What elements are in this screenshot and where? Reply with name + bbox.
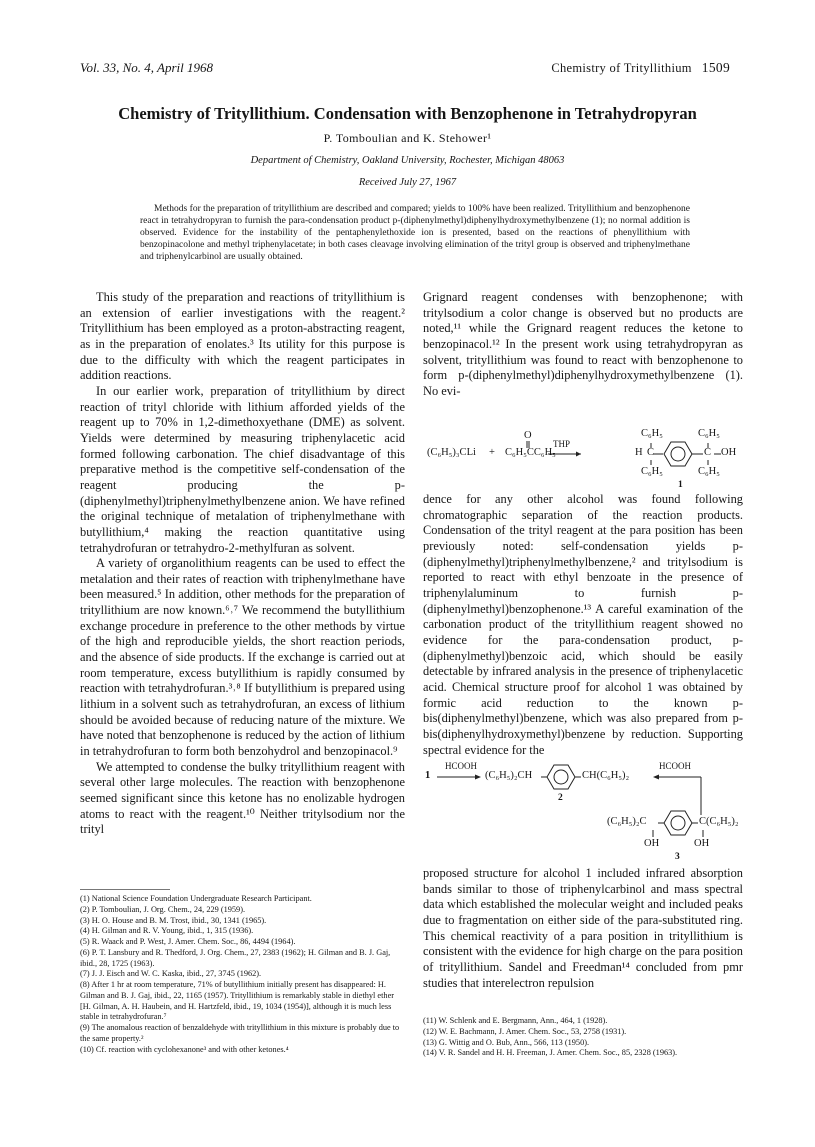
paragraph: A variety of organolithium reagents can be used to effect the metalation and their rates of reaction with triphenylmethane have been measured.⁵ In addition, other methods for the preparation of trityllithium are now known.⁶˒⁷ We recommend the butyllithium exchange procedure in preference to the other methods by virtue of the high and reproducible yields, the short reaction periods, and the absence of side products. If the exchange is carried out at room temperature, excess butyllithium is rapidly consumed by reaction with tetrahydrofuran.³˒⁸ If butyllithium is prepared using lithium in a solvent such as tetrahydrofuran, an excess of lithium should be avoided because of reducing nature of the mixture. We have noted that benzophenone is reduced by the action of lithium in tetrahydrofuran to form both benzohydrol and benzopinacol.⁹	[80, 556, 405, 759]
footnote: (9) The anomalous reaction of benzaldehyde with trityllithium in this mixture is probably due to the same property.²	[80, 1023, 400, 1043]
page-number: 1509	[701, 60, 730, 75]
footnote: (1) National Science Foundation Undergraduate Research Participant.	[80, 894, 312, 903]
phenyl-top-right: C₆H₅	[698, 428, 720, 439]
abstract	[140, 204, 690, 264]
compound-number-2: 2	[558, 793, 563, 803]
scheme-1	[423, 412, 753, 492]
abstract-text: Methods for the preparation of trityllithium are described and compared; yields to 100% have been realized. Trityllithium and benzophenone react in tetrahydropyran to furnish the para-condensation product p-(diphenylmethyl)diphenylhydroxymethylbenzene (1); no normal addition is observed. Evidence for the instability of the pentaphenylethoxide ion is presented, based on the reactions of phenyllithium with benzopinacolone and methyl triphenylacetate; in both cases cleavage involving elimination of the trityl group is observed and triphenylmethane and triphenylcarbinol are usually obtained.	[140, 204, 690, 262]
article-affiliation: Department of Chemistry, Oakland University, Rochester, Michigan 48063	[250, 155, 565, 166]
compound-number-1: 1	[678, 480, 683, 490]
footnotes-right	[423, 1016, 743, 1059]
footnote: (14) V. R. Sandel and H. H. Freeman, J. Amer. Chem. Soc., 85, 2328 (1963).	[423, 1048, 678, 1058]
right-column-top	[423, 290, 743, 400]
compound-number-3: 3	[675, 852, 680, 862]
phenyl-top-left: C₆H₅	[641, 428, 663, 439]
reactant-benzophenone: C₆H₅CC₆H₅	[505, 447, 556, 458]
arrow-label-hcooh-1: HCOOH	[445, 761, 478, 771]
carbinol-right: C(C₆H₅)₂	[699, 816, 739, 827]
footnote: (8) After 1 hr at room temperature, 71% of butyllithium initially present has disappeared: H. Gilman and B. J. Gaj, ibid., 22, 1165 (1957). Trityllithium is remarkably stable in diethyl ether [H. Gilman, A. H. Haubein, and H. Hartzfeld, ibid., 19, 1034 (1954)], although it is much less stable in tetrahydrofuran.⁷	[80, 980, 395, 1022]
paragraph: dence for any other alcohol was found following chromatographic separation of the reaction products. Condensation of the trityl reagent at the para position has been previously noted: self-condensation yields p-(diphenylmethyl)triphenylmethylbenzene,² and tritylsodium is reported to react with ethyl benzoate in the presence of triphenylaluminum to furnish p-(diphenylmethyl)benzophenone.¹³ A careful examination of the carbonation product of the trityllithium reagent showed no evidence for the para-condensation product, p-(diphenylmethyl)benzoic acid, which should be easily detectable by infrared analysis in the presence of triphenylacetic acid. Chemical structure proof for alcohol 1 was obtained by formic acid reduction to the known p-bis(diphenylmethyl)benzene, which was also prepared from p-bis(diphenylhydroxymethyl)benzene by reduction. Supporting spectral evidence for the	[423, 492, 743, 757]
diphenylmethyl-left: (C₆H₅)₂CH	[485, 770, 533, 781]
hydroxyl-right: OH	[694, 838, 710, 849]
carbonyl-oxygen: O	[524, 430, 532, 441]
diphenylmethyl-right: CH(C₆H₅)₂	[582, 770, 630, 781]
phenyl-bottom-right: C₆H₅	[698, 466, 720, 477]
right-column-bottom	[423, 866, 743, 991]
carbinol-left: (C₆H₅)₂C	[607, 816, 647, 827]
hydroxyl: OH	[721, 447, 737, 458]
hydroxyl-left: OH	[644, 838, 660, 849]
article-title: Chemistry of Trityllithium. Condensation with Benzophenone in Tetrahydropyran	[118, 104, 697, 123]
footnote: (6) P. T. Lansbury and R. Thedford, J. Org. Chem., 27, 2383 (1962); H. Gilman and B. J. Gaj, ibid., 28, 1725 (1963).	[80, 947, 391, 968]
reactant-trityllithium: (C₆H₅)₃CLi	[427, 447, 476, 458]
paragraph: Grignard reagent condenses with benzophenone; with tritylsodium a color change is observed but no products are noted,¹¹ while the Grignard reagent reduces the ketone to benzopinacol.¹² In the present work using tetrahydropyran as solvent, trityllithium was found to react with benzophenone to form p-(diphenylmethyl)diphenylhydroxymethylbenzene (1). No evi-	[423, 290, 743, 398]
arrow-label-hcooh-2: HCOOH	[659, 761, 692, 771]
received-date: Received July 27, 1967	[358, 177, 457, 188]
footnote: (7) J. J. Eisch and W. C. Kaska, ibid., 27, 3745 (1962).	[80, 969, 262, 979]
hydrogen-atom: H	[635, 447, 643, 458]
footnote: (12) W. E. Bachmann, J. Amer. Chem. Soc., 53, 2758 (1931).	[423, 1026, 627, 1036]
paragraph: This study of the preparation and reactions of trityllithium is an extension of earlier investigations with the reagent.² Trityllithium has been employed as a proton-abstracting reagent, as in the preparation of enolates.³ Its utility for this purpose is due to the difficulty with which the reagent participates in addition reactions.	[80, 290, 405, 383]
arrow-label-thp: THP	[553, 439, 571, 449]
footnote-rule-left	[80, 889, 170, 890]
running-header-title: Chemistry of Trityllithium	[551, 61, 692, 75]
footnote: (11) W. Schlenk and E. Bergmann, Ann., 464, 1 (1928).	[423, 1016, 608, 1025]
right-column-middle	[423, 492, 743, 758]
running-header-journal: Vol. 33, No. 4, April 1968	[80, 60, 214, 75]
footnote: (13) G. Wittig and O. Bub, Ann., 566, 113 (1950).	[423, 1037, 590, 1047]
left-column	[80, 290, 405, 838]
paragraph: proposed structure for alcohol 1 included infrared absorption bands similar to those of triphenylcarbinol and mass spectral data which established the molecular weight and included peaks due to fragmentation on either side of the para-substituted ring. This chemical reactivity of a para position in trityllithium is consistent with the evidence for high charge on the para position of trityllithium. Sandel and Freedman¹⁴ concluded from pmr studies that interelectron repulsion	[423, 866, 743, 990]
carbon-right: C	[704, 447, 712, 458]
carbon-left: C	[647, 447, 655, 458]
footnote: (5) R. Waack and P. West, J. Amer. Chem. Soc., 86, 4494 (1964).	[80, 937, 296, 946]
phenyl-bottom-left: C₆H₅	[641, 466, 663, 477]
footnotes-left	[80, 894, 405, 1055]
plus-sign: +	[489, 447, 495, 458]
paragraph: We attempted to condense the bulky trityllithium reagent with several other large molecules. The reaction with benzophenone seemed significant since this ketone has no enolizable hydrogen atoms to react with the reagent.¹⁰ Neither tritylsodium nor the trityl	[80, 759, 405, 837]
footnote: (10) Cf. reaction with cyclohexanone³ and with other ketones.⁴	[80, 1044, 289, 1054]
scheme-2	[423, 753, 753, 865]
footnote: (4) H. Gilman and R. V. Young, ibid., 1, 315 (1936).	[80, 926, 254, 936]
starting-compound-1: 1	[425, 770, 431, 781]
footnote: (2) P. Tomboulian, J. Org. Chem., 24, 229 (1959).	[80, 904, 246, 914]
footnote: (3) H. O. House and B. M. Trost, ibid., 30, 1341 (1965).	[80, 915, 267, 925]
paragraph: In our earlier work, preparation of trityllithium by direct reaction of trityl chloride with lithium afforded yields of the reagent up to 70% in 1,2-dimethoxyethane (DME) as solvent. Yields were determined by measuring triphenylacetic acid formed following carbonation. The chief disadvantage of this preparative method is the competitive self-condensation of the reagent producing the p-(diphenylmethyl)triphenylmethylbenzene anion. We have refined the original technique of metalation of triphenylmethane with butyllithium,⁴ making the reaction quantitative using tetrahydrofuran or tetrahydro-2-methylfuran as solvent.	[80, 383, 405, 555]
running-header-right	[551, 60, 730, 76]
article-authors: P. Tomboulian and K. Stehower¹	[323, 131, 492, 145]
